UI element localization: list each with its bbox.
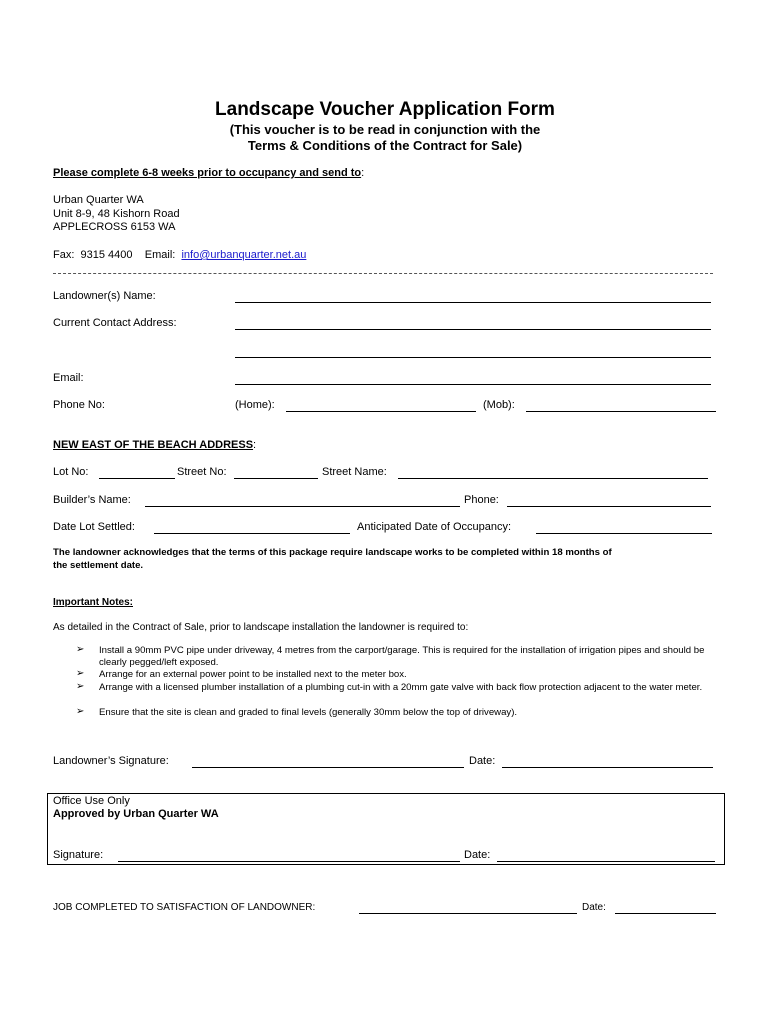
bullet-arrow-icon: ➢ (76, 681, 85, 692)
beach-heading-suffix: : (253, 439, 257, 451)
home-phone-label: (Home): (235, 399, 275, 411)
address-line2: Unit 8-9, 48 Kishorn Road (53, 208, 180, 220)
form-subtitle-line2: Terms & Conditions of the Contract for Sale) (247, 138, 523, 153)
note-item-3: Arrange with a licensed plumber installation of a plumbing cut-in with a 20mm gate valve with back flow protection adjacent to the water meter. (99, 682, 703, 693)
job-completed-field[interactable] (359, 913, 577, 914)
date-settled-field[interactable] (154, 533, 350, 534)
street-no-field[interactable] (234, 478, 318, 479)
mob-phone-field[interactable] (526, 411, 716, 412)
signature-date-label: Date: (469, 755, 496, 767)
fax-value: 9315 4400 (80, 249, 133, 261)
form-title: Landscape Voucher Application Form (215, 99, 555, 120)
office-use-box (47, 793, 725, 865)
address-line1: Urban Quarter WA (53, 194, 144, 206)
notes-intro: As detailed in the Contract of Sale, prior to landscape installation the landowner is required to: (53, 622, 469, 633)
instruction-suffix: : (361, 167, 365, 179)
bullet-arrow-icon: ➢ (76, 644, 85, 655)
fax-label: Fax: (53, 249, 75, 261)
current-address-field-2[interactable] (235, 357, 711, 358)
email-link[interactable]: info@urbanquarter.net.au (181, 249, 307, 261)
current-address-field[interactable] (235, 329, 711, 330)
beach-section-heading: NEW EAST OF THE BEACH ADDRESS (53, 439, 254, 451)
notes-heading: Important Notes: (53, 597, 133, 608)
office-approved-label: Approved by Urban Quarter WA (53, 808, 219, 820)
note-item-1: Install a 90mm PVC pipe under driveway, 4 metres from the carport/garage. This is required for the installation of irrigation pipes and should be clearly pegged/left exposed. (99, 645, 705, 668)
address-line3: APPLECROSS 6153 WA (53, 221, 176, 233)
builder-phone-field[interactable] (507, 506, 711, 507)
builders-name-field[interactable] (145, 506, 460, 507)
acknowledgement-line2: the settlement date. (53, 560, 144, 571)
lot-no-field[interactable] (99, 478, 175, 479)
instruction-row (53, 167, 364, 179)
landowner-signature-field[interactable] (192, 767, 464, 768)
current-address-label: Current Contact Address: (53, 317, 177, 329)
anticipated-date-field[interactable] (536, 533, 712, 534)
street-name-field[interactable] (398, 478, 708, 479)
builder-phone-label: Phone: (464, 494, 499, 506)
instruction-text: Please complete 6-8 weeks prior to occupancy and send to (53, 167, 362, 179)
office-signature-label: Signature: (53, 849, 104, 861)
landowner-name-label: Landowner(s) Name: (53, 290, 156, 302)
job-date-field[interactable] (615, 913, 716, 914)
email-label: Email: (144, 249, 176, 261)
date-settled-label: Date Lot Settled: (53, 521, 135, 533)
job-date-label: Date: (582, 902, 606, 913)
separator-line (53, 273, 713, 274)
builders-name-label: Builder’s Name: (53, 494, 131, 506)
landowner-name-field[interactable] (235, 302, 711, 303)
office-signature-field[interactable] (118, 861, 460, 862)
landowner-signature-label: Landowner’s Signature: (53, 755, 169, 767)
acknowledgement-line1: The landowner acknowledges that the terms of this package require landscape works to be completed within 18 months of (53, 547, 612, 558)
phone-label: Phone No: (53, 399, 105, 411)
beach-heading-row (53, 439, 256, 451)
street-name-label: Street Name: (322, 466, 387, 478)
email-field[interactable] (235, 384, 711, 385)
home-phone-field[interactable] (286, 411, 476, 412)
anticipated-date-label: Anticipated Date of Occupancy: (357, 521, 512, 533)
bullet-arrow-icon: ➢ (76, 668, 85, 679)
note-item-2: Arrange for an external power point to be installed next to the meter box. (99, 669, 407, 680)
mob-phone-label: (Mob): (483, 399, 515, 411)
bullet-arrow-icon: ➢ (76, 706, 85, 717)
form-subtitle-line1: (This voucher is to be read in conjunction with the (229, 122, 541, 137)
lot-no-label: Lot No: (53, 466, 89, 478)
job-completed-label: JOB COMPLETED TO SATISFACTION OF LANDOWNER: (53, 902, 316, 913)
contact-row (53, 249, 306, 261)
note-item-4: Ensure that the site is clean and graded to final levels (generally 30mm below the top of driveway). (99, 707, 518, 718)
office-use-label: Office Use Only (53, 795, 130, 807)
street-no-label: Street No: (177, 466, 227, 478)
email-field-label: Email: (53, 372, 84, 384)
signature-date-field[interactable] (502, 767, 713, 768)
office-date-field[interactable] (497, 861, 715, 862)
office-date-label: Date: (464, 849, 491, 861)
